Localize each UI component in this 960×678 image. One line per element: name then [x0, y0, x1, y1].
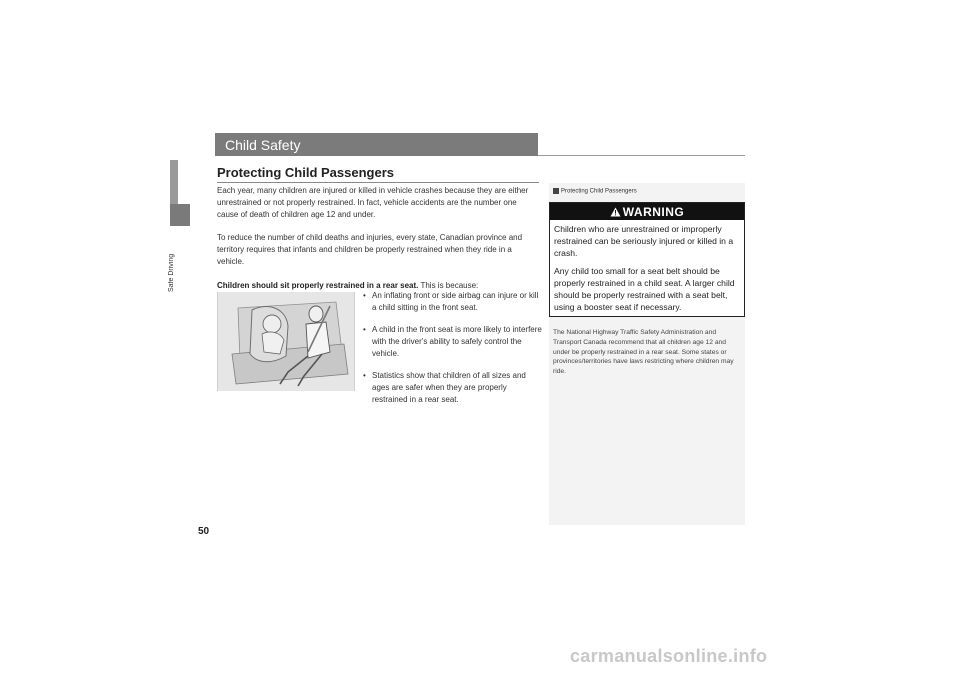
bullet-text: An inflating front or side airbag can injure or kill a child sitting in the front seat.	[372, 291, 539, 312]
child-seat-illustration	[217, 292, 355, 391]
reasons-list	[360, 290, 542, 416]
paragraph-laws: To reduce the number of child deaths and injuries, every state, Canadian province and territory requires that infants and children be properly restrained when they ride in a vehicle.	[217, 233, 523, 266]
note-title	[553, 188, 637, 195]
list-item	[360, 324, 542, 360]
warning-header	[550, 203, 744, 220]
child-seat-drawing	[218, 292, 354, 391]
warning-triangle-icon	[610, 207, 621, 217]
warning-box	[549, 202, 745, 317]
bullet-text: Statistics show that children of all sizes and ages are safer when they are properly restrained in a rear seat.	[372, 371, 526, 404]
warning-label: WARNING	[622, 205, 685, 219]
section-header: Child Safety	[215, 133, 538, 156]
bullet-dot-icon: •	[363, 325, 366, 334]
list-item	[360, 370, 542, 406]
section-rule	[538, 155, 745, 156]
sidebar-section-label: Safe Driving	[168, 253, 175, 292]
lead-bold: Children should sit properly restrained in a rear seat.	[217, 281, 419, 290]
page-title: Protecting Child Passengers	[217, 165, 394, 180]
title-rule	[217, 182, 539, 183]
page-number: 50	[198, 526, 210, 537]
lead-rest: This is because:	[418, 281, 479, 290]
bullet-dot-icon: •	[363, 291, 366, 300]
bullet-text: A child in the front seat is more likely to interfere with the driver's ability to safely control the vehicle.	[372, 325, 542, 358]
paragraph-intro: Each year, many children are injured or killed in vehicle crashes because they are either unrestrained or not properly restrained. In fact, vehicle accidents are the number one cause of death of children age 12 and under.	[217, 186, 529, 219]
warning-text-1: Children who are unrestrained or improperly restrained can be seriously injured or killed in a crash.	[554, 224, 734, 258]
warning-text-2: Any child too small for a seat belt should be properly restrained in a child seat. A larger child should be properly restrained with a seat belt, using a booster seat if necessary.	[554, 266, 735, 312]
side-tab-marker	[170, 204, 190, 226]
note-body: The National Highway Traffic Safety Administration and Transport Canada recommend that all children age 12 and under be properly restrained in a rear seat. Some states or provinces/territories have laws restricting where children may ride.	[553, 329, 734, 376]
watermark: carmanualsonline.info	[570, 646, 768, 666]
bullet-dot-icon: •	[363, 371, 366, 380]
list-item	[360, 290, 542, 314]
side-tab-top	[170, 160, 178, 204]
note-marker-icon	[553, 188, 559, 194]
side-note-panel	[549, 183, 745, 525]
note-title-text: Protecting Child Passengers	[561, 188, 637, 195]
